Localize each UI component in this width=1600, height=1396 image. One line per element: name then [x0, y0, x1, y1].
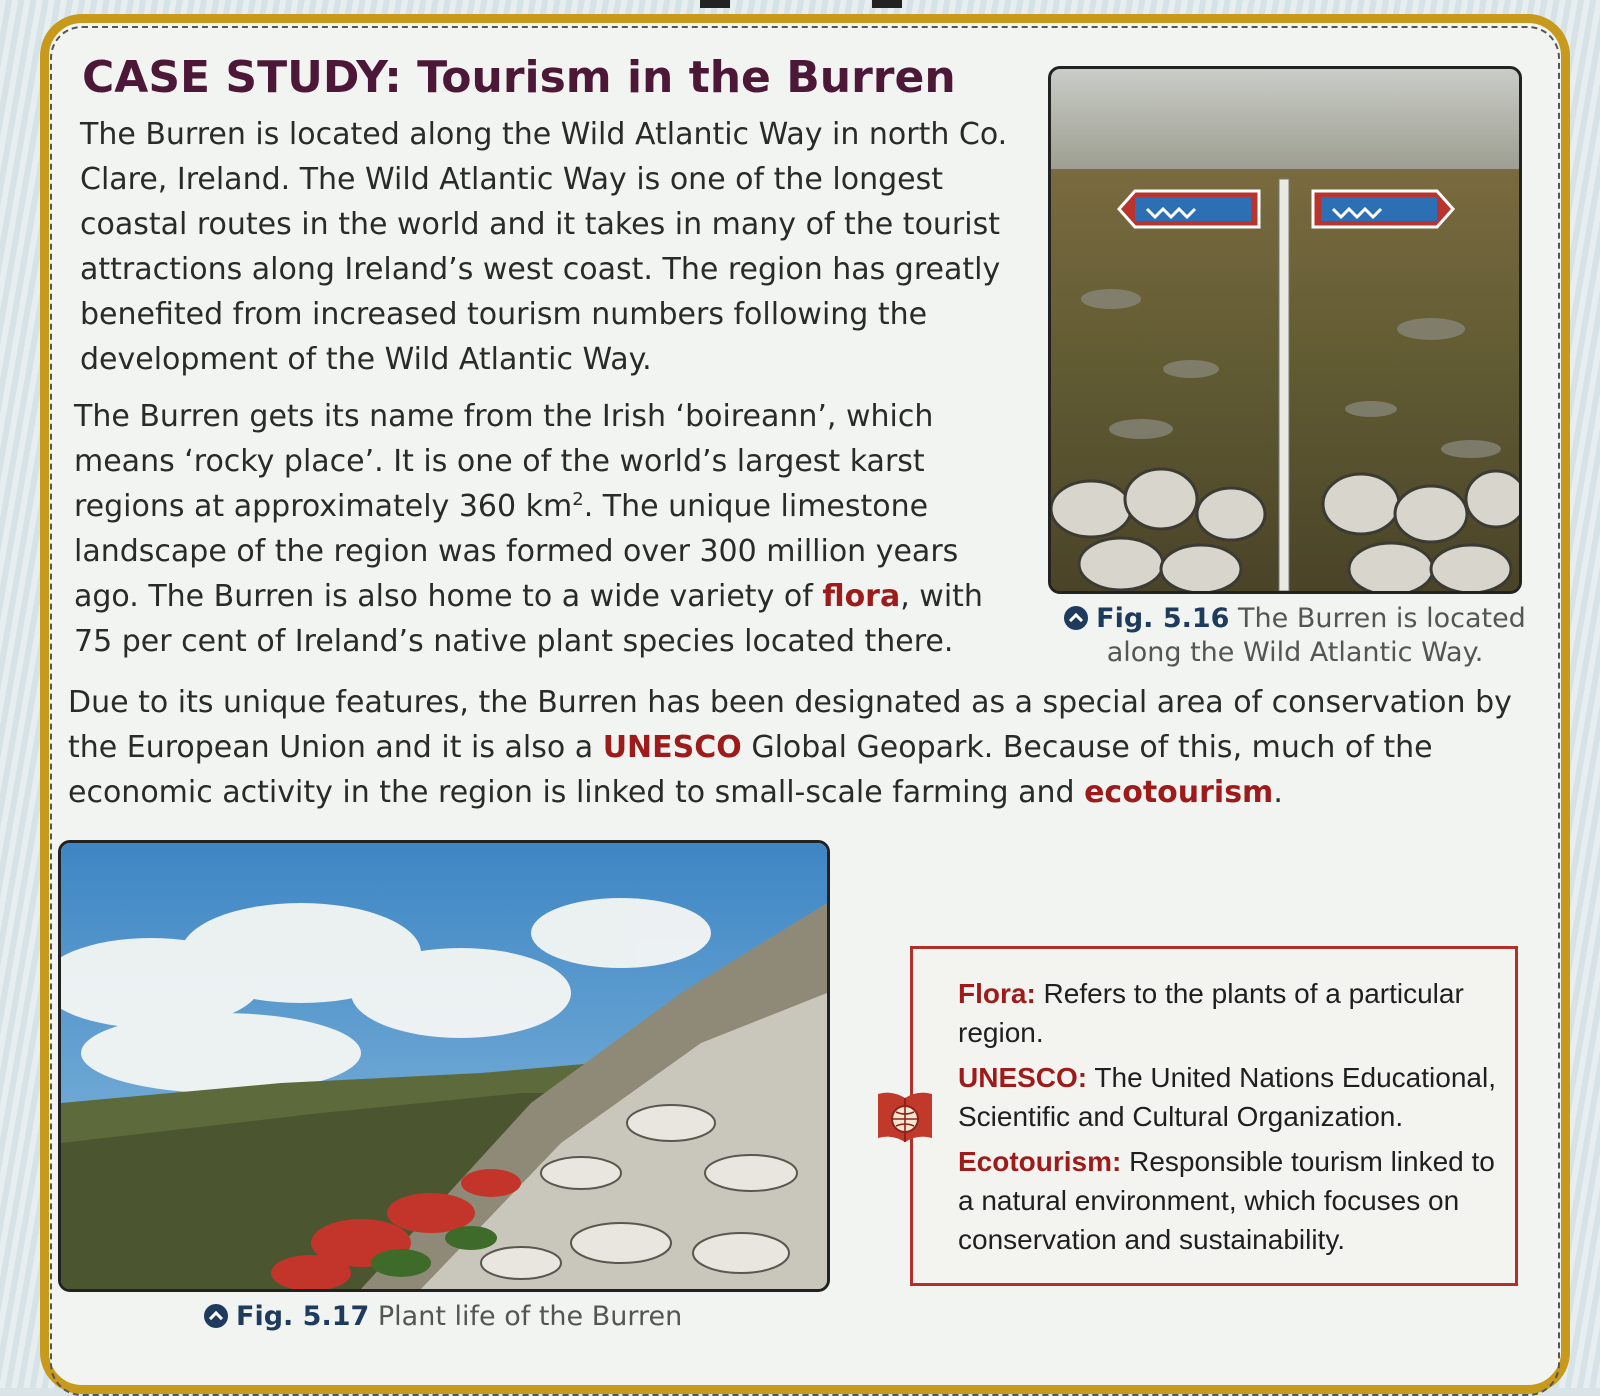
paragraph-text: Due to its unique features, the Burren has been designated as a special area of conservation by the European Union and it is also a [68, 685, 1512, 765]
figure-marker-icon [1064, 606, 1088, 630]
paragraph-text: The Burren gets its name from the Irish ‘boireann’, which means ‘rocky place’. It is one of the world’s largest karst regions at approximately 360 km [74, 399, 934, 524]
glossary-definition: Refers to the plants of a particular region. [958, 978, 1464, 1048]
fig-5-17-caption [204, 1300, 682, 1334]
limestone-hillside-illustration [61, 843, 827, 1289]
dictionary-globe-icon [874, 1086, 936, 1148]
glossary-definition: Responsible tourism linked to a natural environment, which focuses on conservation and sustainability. [958, 1146, 1495, 1255]
fig-5-16-caption [1060, 602, 1530, 670]
glossary-entry-unesco [958, 1058, 1506, 1136]
paragraph-text: Global Geopark. Because of this, much of the economic activity in the region is linked to small-scale farming and [68, 730, 1433, 810]
glossary-definition: The United Nations Educational, Scientific and Cultural Organization. [958, 1062, 1496, 1132]
keyword-unesco: UNESCO [602, 730, 742, 765]
binding-mark [872, 0, 902, 8]
keyword-ecotourism: ecotourism [1084, 775, 1274, 810]
paragraph-text: , with 75 per cent of Ireland’s native plant species located there. [74, 579, 983, 659]
case-study-title: CASE STUDY: Tourism in the Burren [82, 52, 956, 103]
figure-number: Fig. 5.17 [236, 1301, 370, 1332]
paragraph-wild-atlantic-way: The Burren is located along the Wild Atlantic Way in north Co. Clare, Ireland. The Wild Atlantic Way is one of the longest coastal routes in the world and it takes in many of the tourist attractions along Ireland’s west coast. The region has greatly benefited from increased tourism numbers following the development of the Wild Atlantic Way. [80, 117, 1008, 377]
figure-marker-icon [204, 1304, 228, 1328]
fig-5-17-photo [58, 840, 830, 1292]
paragraph-burren-name [74, 394, 1014, 664]
glossary-entry-ecotourism [958, 1142, 1506, 1259]
glossary-term: UNESCO: [958, 1062, 1088, 1093]
fig-5-16-photo [1048, 66, 1522, 594]
glossary-entry-flora [958, 974, 1506, 1052]
binding-mark [700, 0, 730, 8]
glossary-term: Flora: [958, 978, 1036, 1009]
glossary-term: Ecotourism: [958, 1146, 1122, 1177]
paragraph-text: . [1273, 775, 1283, 810]
figure-number: Fig. 5.16 [1096, 603, 1230, 634]
paragraph-conservation [68, 680, 1518, 815]
superscript-squared: 2 [572, 489, 584, 510]
paragraph-text: . The unique limestone landscape of the region was formed over 300 million years ago. The Burren is also home to a wide variety of [74, 489, 959, 614]
figure-caption-text: Plant life of the Burren [369, 1301, 683, 1332]
glossary-entries [958, 974, 1506, 1265]
keyword-flora: flora [822, 579, 901, 614]
signpost-landscape-illustration [1051, 69, 1519, 591]
figure-caption-text: The Burren is located along the Wild Atlantic Way. [1106, 603, 1526, 668]
